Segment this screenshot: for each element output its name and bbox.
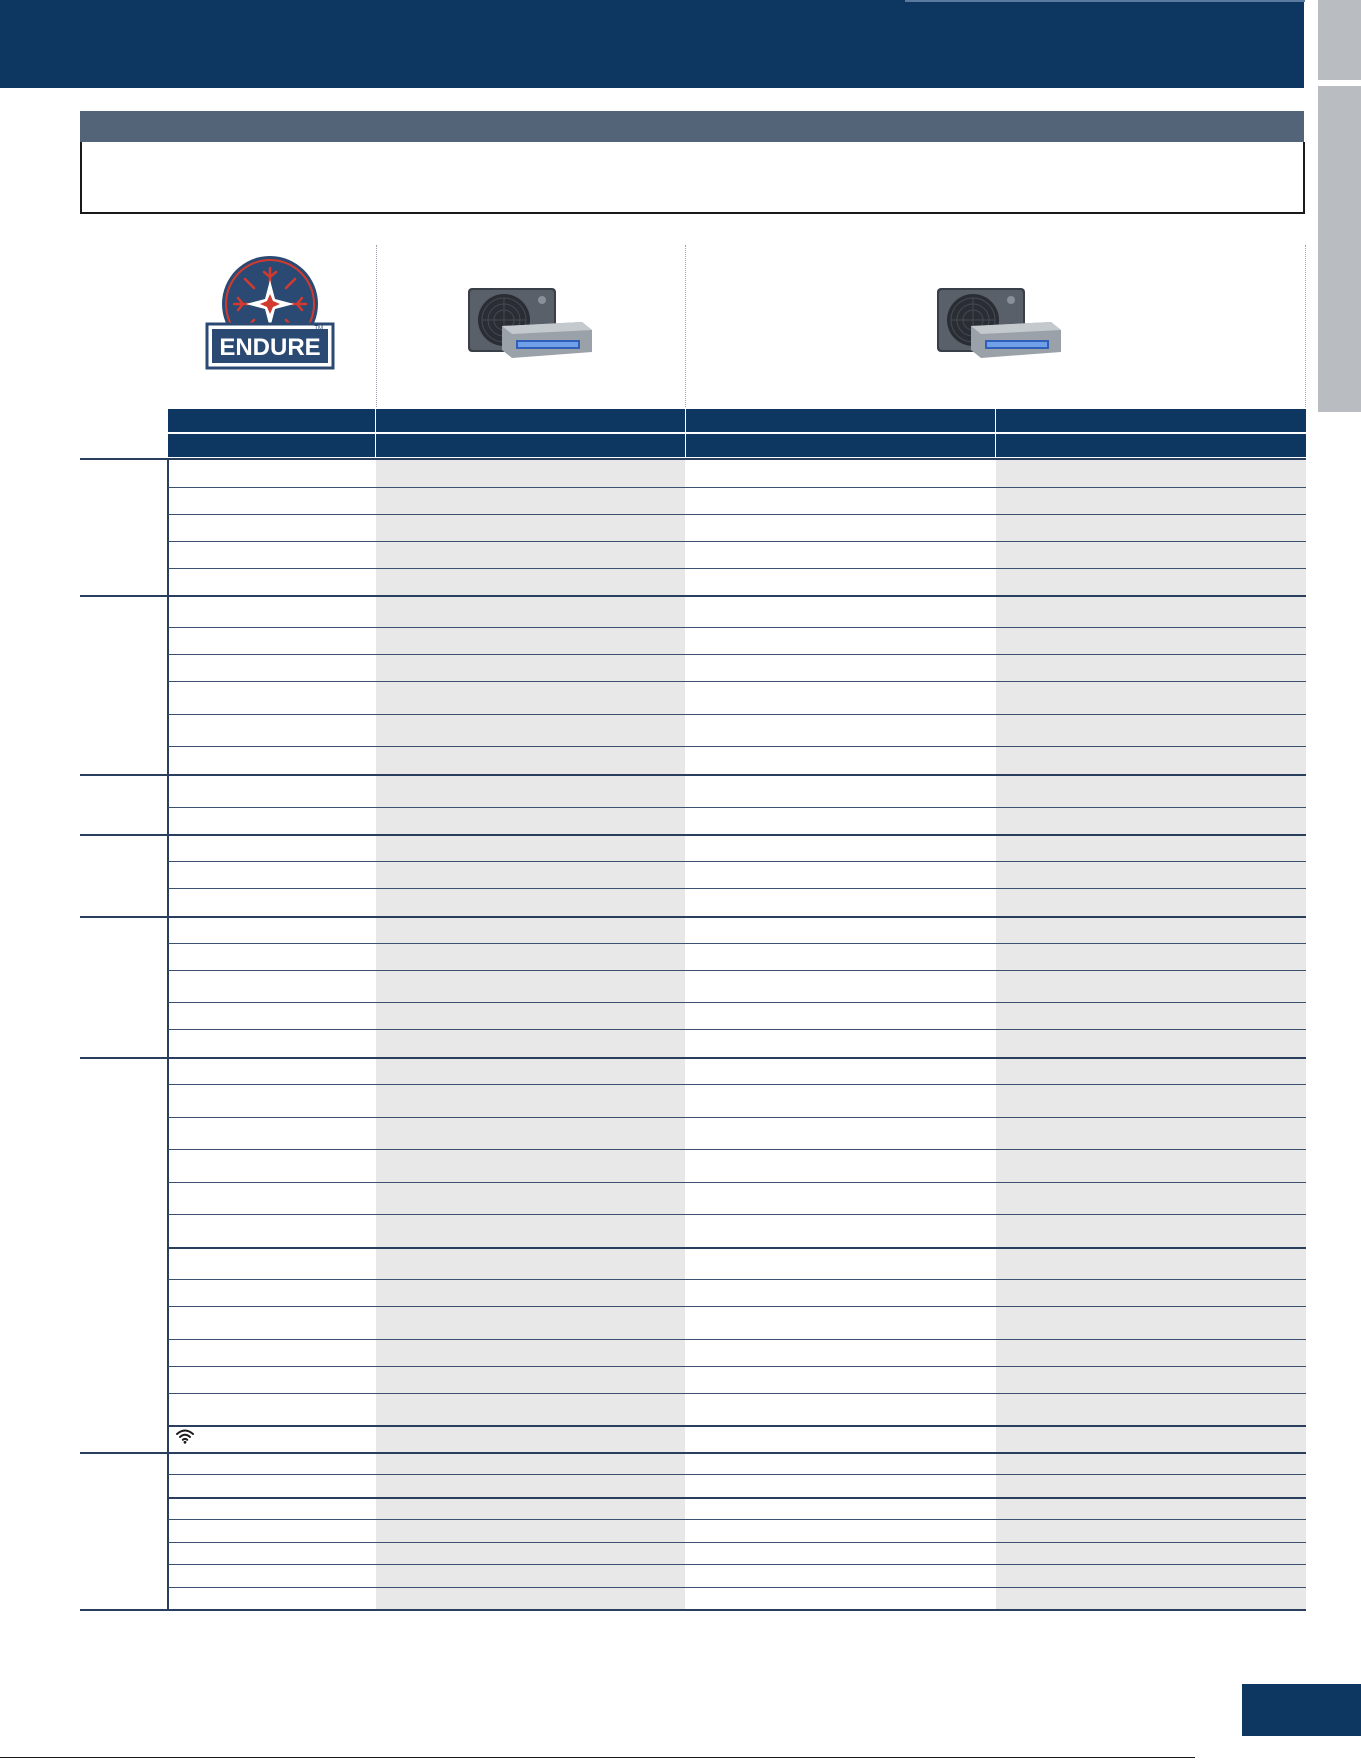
row-divider [168,1366,1306,1367]
footer-rule [0,1757,1195,1758]
top-header-accent-line [905,0,1305,2]
row-divider [168,1497,1306,1499]
top-header-bar [0,0,1304,88]
shaded-column [996,459,1306,1609]
group-divider [80,916,1306,918]
row-divider [168,807,1306,808]
row-divider [168,888,1306,889]
label-column-divider [167,459,169,1609]
group-divider [80,458,1306,460]
header-column-divider [685,409,686,457]
header-column-divider [995,409,996,457]
row-divider [168,861,1306,862]
row-divider [168,568,1306,569]
row-divider [168,541,1306,542]
side-tab [1318,0,1361,412]
group-divider [80,1452,1306,1454]
wifi-icon [176,1428,194,1444]
row-divider [168,943,1306,944]
row-divider [168,1029,1306,1030]
row-divider [168,654,1306,655]
group-divider [80,595,1306,597]
row-divider [168,1542,1306,1543]
row-divider [168,1564,1306,1565]
row-divider [168,514,1306,515]
group-divider [80,774,1306,776]
row-divider [168,1474,1306,1475]
row-divider [168,1519,1306,1520]
page-number-box [1242,1684,1361,1736]
row-divider [168,1149,1306,1150]
product-image-mini-split-ducted [931,282,1065,362]
column-divider [1305,245,1306,407]
side-tab-divider [1318,80,1361,86]
section-title-bar [80,111,1304,142]
row-divider [168,746,1306,747]
row-divider [168,714,1306,715]
table-header-row [168,434,1306,457]
row-divider [168,1306,1306,1307]
column-divider [685,245,686,407]
shaded-column [376,459,685,1609]
row-divider [168,1002,1306,1003]
group-divider [80,1057,1306,1059]
row-divider [168,970,1306,971]
table-bottom-border [80,1609,1306,1611]
row-divider [168,1182,1306,1183]
description-box [80,142,1305,214]
row-divider [168,681,1306,682]
row-divider [168,627,1306,628]
row-divider [168,1425,1306,1427]
table-header-row [168,409,1306,432]
row-divider [168,1339,1306,1340]
row-divider [168,1587,1306,1588]
row-divider [168,1247,1306,1249]
logo-wordmark: ENDURE [219,334,321,361]
row-divider [168,1084,1306,1085]
row-divider [168,1117,1306,1118]
logo-trademark: TM [314,326,323,332]
column-divider [376,245,377,407]
header-column-divider [375,409,376,457]
row-divider [168,1393,1306,1394]
row-divider [168,1214,1306,1215]
endure-logo [205,250,335,375]
row-divider [168,487,1306,488]
row-divider [168,1279,1306,1280]
product-image-mini-split-ducted [462,282,596,362]
group-divider [80,834,1306,836]
